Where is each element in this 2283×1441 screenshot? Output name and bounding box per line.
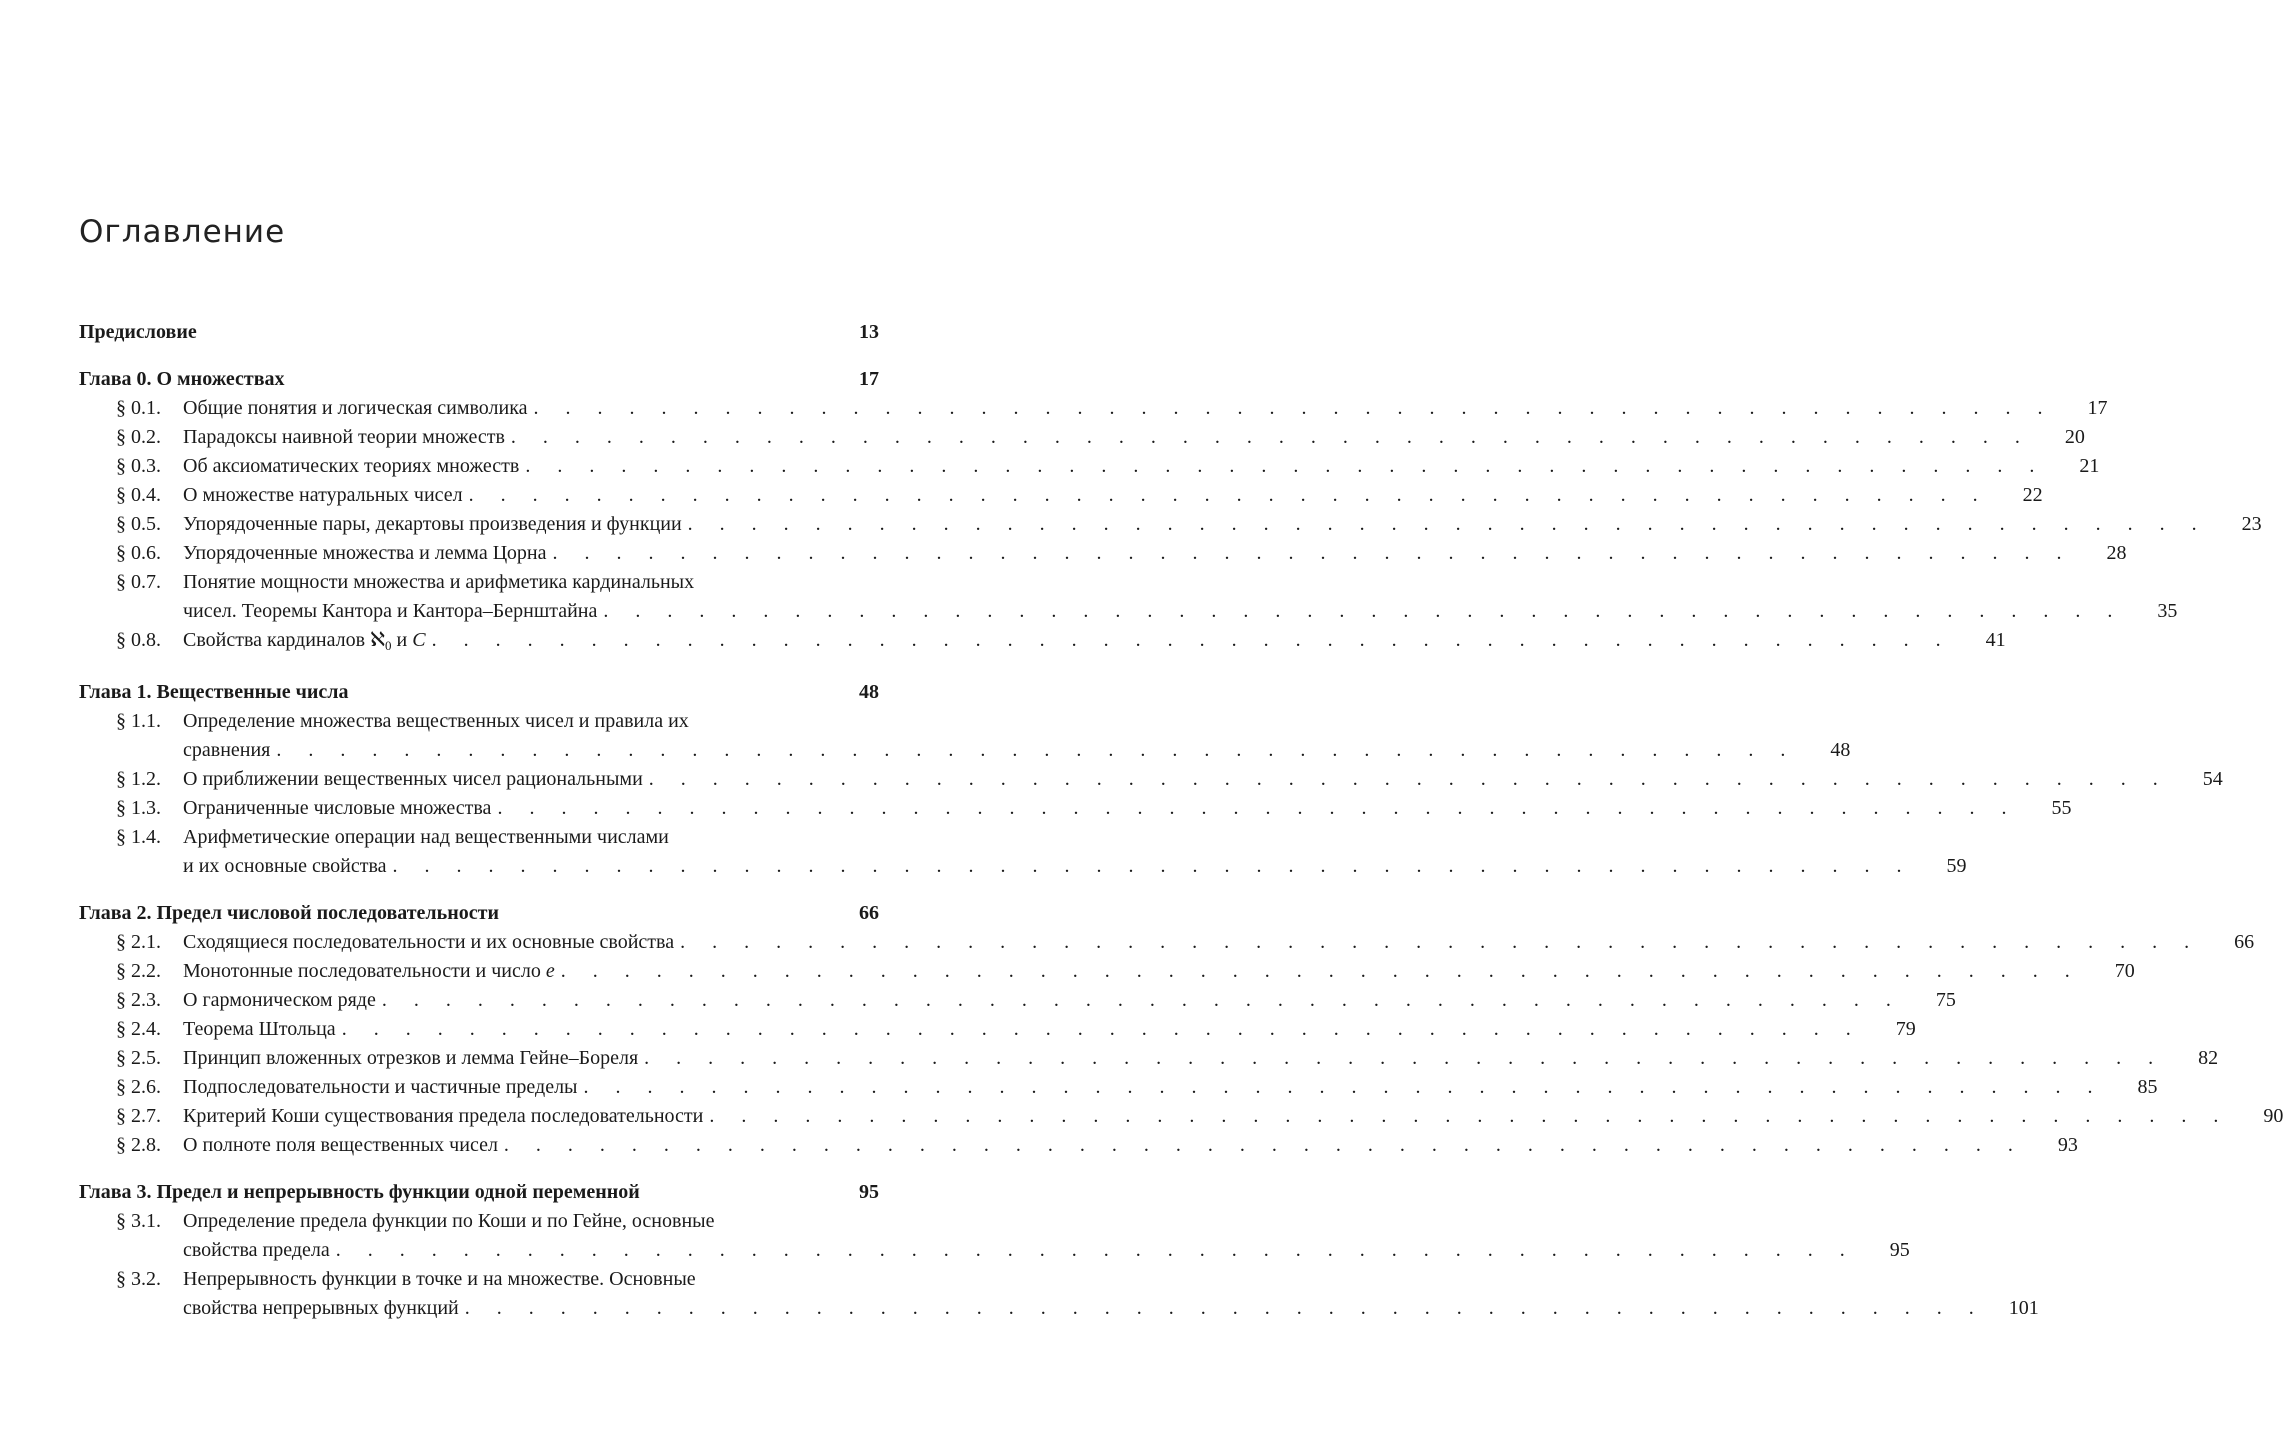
page-number: 85 bbox=[2137, 1076, 2158, 1098]
toc-chapter-3[interactable] bbox=[79, 1178, 879, 1207]
page-number: 75 bbox=[1935, 989, 1956, 1011]
page-number: 48 bbox=[1830, 739, 1851, 761]
section-number: § 3.2. bbox=[116, 1268, 161, 1290]
table-of-contents bbox=[79, 318, 2283, 1323]
leader-dots: . . . . . . . . . . . . . . . . . . . . . . . . . . . . . . . . . . . . . . . . . . . . . . . . bbox=[431, 629, 1952, 651]
leader-dots: . . . . . . . . . . . . . . . . . . . . . . . . . . . . . . . . . . . . . . . . . . . . . . . . bbox=[468, 484, 1989, 506]
section-title-cont: свойства предела bbox=[183, 1239, 330, 1261]
toc-section-0-7[interactable] bbox=[79, 568, 2178, 626]
page-number: 95 bbox=[1889, 1239, 1910, 1261]
section-title: Упорядоченные пары, декартовы произведения и функции bbox=[183, 513, 682, 535]
conjunction: и bbox=[391, 629, 413, 651]
page-number: 54 bbox=[2202, 768, 2223, 790]
page-number: 28 bbox=[2106, 542, 2127, 564]
chapter-title: Глава 3. Предел и непрерывность функции одной переменной bbox=[79, 1181, 640, 1203]
chapter-title: Глава 2. Предел числовой последовательности bbox=[79, 902, 499, 924]
section-title: Ограниченные числовые множества bbox=[183, 797, 492, 819]
section-number: § 1.2. bbox=[116, 768, 161, 790]
section-title: Критерий Коши существования предела последовательности bbox=[183, 1105, 704, 1127]
page-number: 48 bbox=[859, 681, 879, 703]
leader-dots: . . . . . . . . . . . . . . . . . . . . . . . . . . . . . . . . . . . . . . . . . . . . . . . . bbox=[392, 855, 1913, 877]
toc-section-0-1[interactable] bbox=[79, 394, 2108, 423]
page-number: 79 bbox=[1895, 1018, 1916, 1040]
toc-section-2-8[interactable] bbox=[79, 1131, 2078, 1160]
page-number: 13 bbox=[859, 321, 879, 343]
section-number: § 1.3. bbox=[116, 797, 161, 819]
leader-dots: . . . . . . . . . . . . . . . . . . . . . . . . . . . . . . . . . . . . . . . . . . . . . . . . bbox=[503, 1134, 2024, 1156]
leader-dots: . . . . . . . . . . . . . . . . . . . . . . . . . . . . . . . . . . . . . . . . . . . . . . . . bbox=[709, 1105, 2230, 1127]
leader-dots: . . . . . . . . . . . . . . . . . . . . . . . . . . . . . . . . . . . . . . . . . . . . . . . . bbox=[464, 1297, 1985, 1319]
section-title bbox=[183, 626, 426, 660]
toc-section-0-3[interactable] bbox=[79, 452, 2100, 481]
section-title: Общие понятия и логическая символика bbox=[183, 397, 528, 419]
section-title: Арифметические операции над вещественными числами bbox=[183, 826, 669, 848]
page-number: 90 bbox=[2263, 1105, 2283, 1127]
toc-section-0-5[interactable] bbox=[79, 510, 2262, 539]
page-number: 66 bbox=[859, 902, 879, 924]
page-number: 17 bbox=[859, 368, 879, 390]
leader-dots: . . . . . . . . . . . . . . . . . . . . . . . . . . . . . . . . . . . . . . . . . . . . . . . . bbox=[644, 1047, 2165, 1069]
toc-section-1-1[interactable] bbox=[79, 707, 1851, 765]
leader-dots: . . . . . . . . . . . . . . . . . . . . . . . . . . . . . . . . . . . . . . . . . . . . . . . . bbox=[552, 542, 2073, 564]
section-number: § 2.8. bbox=[116, 1134, 161, 1156]
leader-dots: . . . . . . . . . . . . . . . . . . . . . . . . . . . . . . . . . . . . . . . . . . . . . . . . bbox=[583, 1076, 2104, 1098]
page-number: 22 bbox=[2022, 484, 2043, 506]
leader-dots: . . . . . . . . . . . . . . . . . . . . . . . . . . . . . . . . . . . . . . . . . . . . . . . . bbox=[648, 768, 2169, 790]
section-title: Определение предела функции по Коши и по Гейне, основные bbox=[183, 1210, 715, 1232]
leader-dots: . . . . . . . . . . . . . . . . . . . . . . . . . . . . . . . . . . . . . . . . . . . . . . . . bbox=[525, 455, 2046, 477]
title-text: Монотонные последовательности и число bbox=[183, 960, 546, 982]
section-number: § 0.4. bbox=[116, 484, 161, 506]
section-title: О гармоническом ряде bbox=[183, 989, 376, 1011]
leader-dots: . . . . . . . . . . . . . . . . . . . . . . . . . . . . . . . . . . . . . . . . . . . . . . . . bbox=[680, 931, 2201, 953]
page-number: 55 bbox=[2051, 797, 2072, 819]
section-number: § 0.1. bbox=[116, 397, 161, 419]
section-title: Сходящиеся последовательности и их основные свойства bbox=[183, 931, 675, 953]
leader-dots: . . . . . . . . . . . . . . . . . . . . . . . . . . . . . . . . . . . . . . . . . . . . . . . . bbox=[510, 426, 2031, 448]
section-title: Принцип вложенных отрезков и лемма Гейне–Бореля bbox=[183, 1047, 639, 1069]
toc-section-1-3[interactable] bbox=[79, 794, 2072, 823]
section-title: Об аксиоматических теориях множеств bbox=[183, 455, 520, 477]
section-title: О множестве натуральных чисел bbox=[183, 484, 463, 506]
toc-section-0-2[interactable] bbox=[79, 423, 2085, 452]
section-number: § 0.3. bbox=[116, 455, 161, 477]
chapter-title: Глава 1. Вещественные числа bbox=[79, 681, 349, 703]
section-number: § 0.7. bbox=[116, 571, 161, 593]
section-number: § 3.1. bbox=[116, 1210, 161, 1232]
section-number: § 2.1. bbox=[116, 931, 161, 953]
section-title-cont: сравнения bbox=[183, 739, 271, 761]
section-title: Непрерывность функции в точке и на множестве. Основные bbox=[183, 1268, 696, 1290]
section-title: Упорядоченные множества и лемма Цорна bbox=[183, 542, 547, 564]
chapter-title: Предисловие bbox=[79, 321, 197, 343]
e-symbol: e bbox=[545, 960, 555, 982]
section-title-cont: и их основные свойства bbox=[183, 855, 387, 877]
page-number: 59 bbox=[1946, 855, 1967, 877]
section-number: § 2.2. bbox=[116, 960, 161, 982]
section-title-cont: чисел. Теоремы Кантора и Кантора–Бернштайна bbox=[183, 600, 598, 622]
toc-section-3-2[interactable] bbox=[79, 1265, 2039, 1323]
toc-section-2-5[interactable] bbox=[79, 1044, 2219, 1073]
section-number: § 1.1. bbox=[116, 710, 161, 732]
page-number: 95 bbox=[859, 1181, 879, 1203]
leader-dots: . . . . . . . . . . . . . . . . . . . . . . . . . . . . . . . . . . . . . . . . . . . . . . . . bbox=[603, 600, 2124, 622]
section-title-cont: свойства непрерывных функций bbox=[183, 1297, 459, 1319]
toc-preface[interactable] bbox=[79, 318, 879, 347]
section-number: § 2.7. bbox=[116, 1105, 161, 1127]
leader-dots: . . . . . . . . . . . . . . . . . . . . . . . . . . . . . . . . . . . . . . . . . . . . . . . . bbox=[497, 797, 2018, 819]
toc-section-2-4[interactable] bbox=[79, 1015, 1916, 1044]
leader-dots: . . . . . . . . . . . . . . . . . . . . . . . . . . . . . . . . . . . . . . . . . . . . . . . . bbox=[335, 1239, 1856, 1261]
leader-dots: . . . . . . . . . . . . . . . . . . . . . . . . . . . . . . . . . . . . . . . . . . . . . . . . bbox=[687, 513, 2208, 535]
page-title: Оглавление bbox=[79, 214, 286, 250]
continuum-symbol: C bbox=[412, 629, 426, 651]
toc-chapter-1[interactable] bbox=[79, 678, 879, 707]
section-title: Подпоследовательности и частичные пределы bbox=[183, 1076, 578, 1098]
title-text: Свойства кардиналов bbox=[183, 629, 371, 651]
section-title: О полноте поля вещественных чисел bbox=[183, 1134, 498, 1156]
leader-dots: . . . . . . . . . . . . . . . . . . . . . . . . . . . . . . . . . . . . . . . . . . . . . . . . bbox=[381, 989, 1902, 1011]
page-number: 35 bbox=[2157, 600, 2178, 622]
page-number: 101 bbox=[2008, 1297, 2039, 1319]
chapter-title: Глава 0. О множествах bbox=[79, 368, 285, 390]
toc-section-3-1[interactable] bbox=[79, 1207, 1910, 1265]
section-number: § 2.3. bbox=[116, 989, 161, 1011]
section-number: § 0.5. bbox=[116, 513, 161, 535]
page-number: 41 bbox=[1985, 629, 2006, 651]
page-number: 23 bbox=[2241, 513, 2262, 535]
toc-section-2-2[interactable] bbox=[79, 957, 2135, 986]
section-number: § 2.4. bbox=[116, 1018, 161, 1040]
section-title: Понятие мощности множества и арифметика кардинальных bbox=[183, 571, 695, 593]
section-title bbox=[183, 957, 555, 986]
section-number: § 0.6. bbox=[116, 542, 161, 564]
page-number: 70 bbox=[2114, 960, 2135, 982]
section-number: § 2.5. bbox=[116, 1047, 161, 1069]
section-number: § 0.2. bbox=[116, 426, 161, 448]
leader-dots: . . . . . . . . . . . . . . . . . . . . . . . . . . . . . . . . . . . . . . . . . . . . . . . . bbox=[276, 739, 1797, 761]
leader-dots: . . . . . . . . . . . . . . . . . . . . . . . . . . . . . . . . . . . . . . . . . . . . . . . . bbox=[560, 960, 2081, 982]
page-number: 17 bbox=[2087, 397, 2108, 419]
section-number: § 2.6. bbox=[116, 1076, 161, 1098]
toc-chapter-0[interactable] bbox=[79, 365, 879, 394]
page-number: 82 bbox=[2198, 1047, 2219, 1069]
toc-section-0-4[interactable] bbox=[79, 481, 2043, 510]
page-number: 20 bbox=[2064, 426, 2085, 448]
toc-section-2-1[interactable] bbox=[79, 928, 2255, 957]
toc-section-1-2[interactable] bbox=[79, 765, 2223, 794]
toc-section-2-6[interactable] bbox=[79, 1073, 2158, 1102]
toc-section-0-8[interactable] bbox=[79, 626, 2006, 660]
section-number: § 0.8. bbox=[116, 629, 161, 651]
aleph-subscript: 0 bbox=[385, 638, 392, 653]
toc-section-2-3[interactable] bbox=[79, 986, 1956, 1015]
page-number: 66 bbox=[2234, 931, 2255, 953]
section-title: Теорема Штольца bbox=[183, 1018, 336, 1040]
toc-section-0-6[interactable] bbox=[79, 539, 2127, 568]
page-number: 93 bbox=[2057, 1134, 2078, 1156]
section-number: § 1.4. bbox=[116, 826, 161, 848]
toc-chapter-2[interactable] bbox=[79, 899, 879, 928]
toc-section-2-7[interactable] bbox=[79, 1102, 2283, 1131]
section-title: Определение множества вещественных чисел и правила их bbox=[183, 710, 689, 732]
section-title: Парадоксы наивной теории множеств bbox=[183, 426, 505, 448]
toc-section-1-4[interactable] bbox=[79, 823, 1967, 881]
section-title: О приближении вещественных чисел рациональными bbox=[183, 768, 643, 790]
leader-dots: . . . . . . . . . . . . . . . . . . . . . . . . . . . . . . . . . . . . . . . . . . . . . . . . bbox=[341, 1018, 1862, 1040]
leader-dots: . . . . . . . . . . . . . . . . . . . . . . . . . . . . . . . . . . . . . . . . . . . . . . . . bbox=[533, 397, 2054, 419]
page-number: 21 bbox=[2079, 455, 2100, 477]
aleph-symbol: ℵ bbox=[370, 629, 386, 651]
